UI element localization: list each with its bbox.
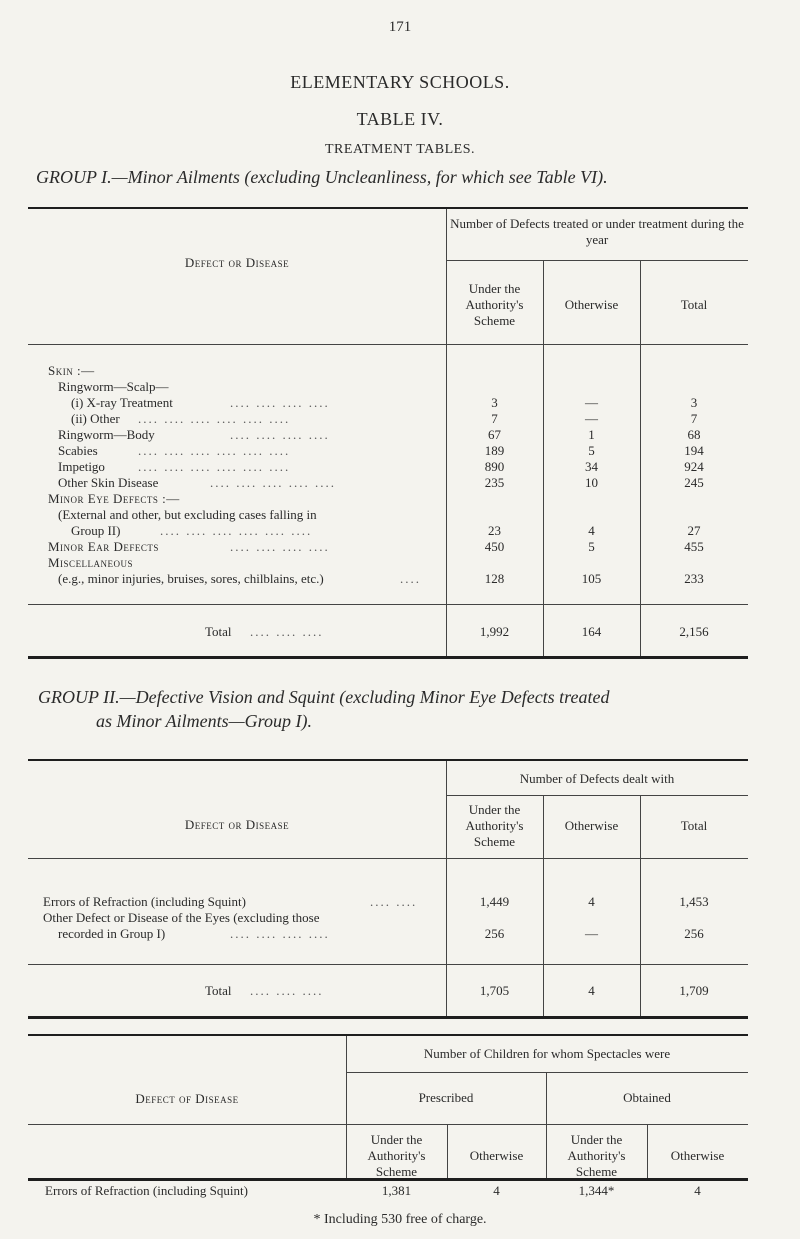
col-header-total: Total	[680, 297, 708, 312]
cell-value: 3	[491, 395, 498, 410]
row-label: Minor Eye Defects :—	[48, 491, 180, 506]
rule	[28, 1034, 748, 1036]
cell-value: 5	[588, 443, 595, 458]
total-value: 1,705	[479, 983, 510, 998]
cell-value: 1,344*	[578, 1183, 615, 1198]
cell-value: 105	[581, 571, 602, 586]
cell-value: —	[585, 395, 598, 410]
row-label: Minor Ear Defects	[48, 539, 159, 554]
defect-header: Defect or Disease	[184, 255, 290, 270]
row-label: (e.g., minor injuries, bruises, sores, chilblains, etc.)	[58, 571, 324, 586]
page-number: 171	[388, 19, 412, 35]
row-label: Errors of Refraction (including Squint)	[45, 1183, 248, 1198]
rule	[28, 964, 748, 965]
rule	[28, 1124, 346, 1125]
heading-treatment: TREATMENT TABLES.	[325, 142, 475, 157]
cell-value: —	[585, 926, 598, 941]
cell-value: 4	[588, 523, 595, 538]
cell-value: 5	[588, 539, 595, 554]
row-label: Impetigo	[58, 459, 105, 474]
heading-schools: ELEMENTARY SCHOOLS.	[290, 72, 510, 92]
row-label: recorded in Group I)	[58, 926, 166, 941]
cell-value: 4	[493, 1183, 500, 1198]
cell-value: 128	[484, 571, 505, 586]
rule	[28, 207, 748, 209]
span-header: Number of Defects dealt with	[519, 771, 675, 786]
col-header-authority: Under the Authority's Scheme	[465, 802, 524, 849]
cell-value: 4	[588, 894, 595, 909]
heading-table: TABLE IV.	[356, 109, 444, 129]
obtained-header: Obtained	[623, 1090, 671, 1105]
row-label: Errors of Refraction (including Squint)	[43, 894, 246, 909]
defect-header: Defect of Disease	[135, 1091, 239, 1106]
cell-value: —	[585, 411, 598, 426]
cell-value: 23	[488, 523, 501, 538]
cell-value: 7	[690, 411, 698, 426]
cell-value: 256	[684, 926, 704, 941]
cell-value: 1,449	[479, 894, 510, 909]
cell-value: 7	[491, 411, 498, 426]
row-label: Group II)	[71, 523, 121, 538]
group1-title: GROUP I.—Minor Ailments (excluding Uncleanliness, for which see Table VI).	[36, 167, 608, 187]
col-header-authority-obtained: Under the Authority's Scheme	[567, 1132, 626, 1179]
rule	[346, 1124, 748, 1125]
col-header-otherwise: Otherwise	[564, 297, 619, 312]
col-header-otherwise: Otherwise	[564, 818, 619, 833]
cell-value: 34	[585, 459, 598, 474]
rule	[28, 656, 748, 659]
cell-value: 67	[488, 427, 501, 442]
row-label: Ringworm—Body	[58, 427, 155, 442]
cell-value: 455	[684, 539, 704, 554]
row-label: (External and other, but excluding cases falling in	[58, 507, 317, 522]
row-label: Other Skin Disease	[58, 475, 159, 490]
cell-value: 27	[687, 523, 701, 538]
cell-value: 450	[484, 539, 505, 554]
row-label: Miscellaneous	[48, 555, 134, 570]
cell-value: 1	[588, 427, 595, 442]
rule	[346, 1072, 748, 1073]
rule	[446, 795, 748, 796]
cell-value: 233	[684, 571, 704, 586]
cell-value: 235	[484, 475, 505, 490]
cell-value: 194	[684, 443, 704, 458]
rule	[28, 759, 748, 761]
rule	[28, 1016, 748, 1019]
cell-value: 1,453	[679, 894, 709, 909]
col-divider	[446, 761, 447, 1018]
cell-value: 3	[690, 395, 698, 410]
group2-title-line1: GROUP II.—Defective Vision and Squint (excluding Minor Eye Defects treated	[38, 687, 610, 707]
total-label: Total	[205, 983, 232, 998]
row-label: Other Defect or Disease of the Eyes (excluding those	[43, 910, 320, 925]
footnote: * Including 530 free of charge.	[313, 1212, 487, 1227]
row-label: Ringworm—Scalp—	[58, 379, 169, 394]
total-value: 4	[588, 983, 595, 998]
cell-value: 245	[684, 475, 704, 490]
cell-value: 924	[684, 459, 704, 474]
group2-title-line2: as Minor Ailments—Group I).	[96, 711, 312, 731]
cell-value: 890	[484, 459, 505, 474]
cell-value: 68	[687, 427, 701, 442]
span-header: Number of Children for whom Spectacles were	[423, 1046, 671, 1061]
cell-value: 1,381	[381, 1183, 412, 1198]
defect-header: Defect or Disease	[184, 817, 290, 832]
col-header-otherwise: Otherwise	[469, 1148, 524, 1163]
rule	[28, 858, 748, 859]
row-label: Skin :—	[48, 363, 95, 378]
span-header: Number of Defects treated or under treatment during the year	[450, 216, 744, 247]
total-value: 164	[581, 624, 602, 639]
cell-value: 189	[484, 443, 505, 458]
cell-value: 4	[694, 1183, 701, 1198]
rule	[28, 344, 748, 345]
cell-value: 10	[585, 475, 598, 490]
row-label: Scabies	[58, 443, 98, 458]
total-label: Total	[205, 624, 232, 639]
row-label: (i) X-ray Treatment	[71, 395, 173, 410]
total-value: 2,156	[679, 624, 709, 639]
rule	[28, 604, 748, 605]
col-header-authority: Under the Authority's Scheme	[465, 281, 524, 328]
total-value: 1,709	[679, 983, 709, 998]
col-header-otherwise-obtained: Otherwise	[670, 1148, 725, 1163]
cell-value: 256	[484, 926, 505, 941]
rule	[446, 260, 748, 261]
prescribed-header: Prescribed	[418, 1090, 474, 1105]
total-value: 1,992	[479, 624, 510, 639]
col-header-total: Total	[680, 818, 708, 833]
col-header-authority: Under the Authority's Scheme	[367, 1132, 426, 1179]
row-label: (ii) Other	[71, 411, 120, 426]
